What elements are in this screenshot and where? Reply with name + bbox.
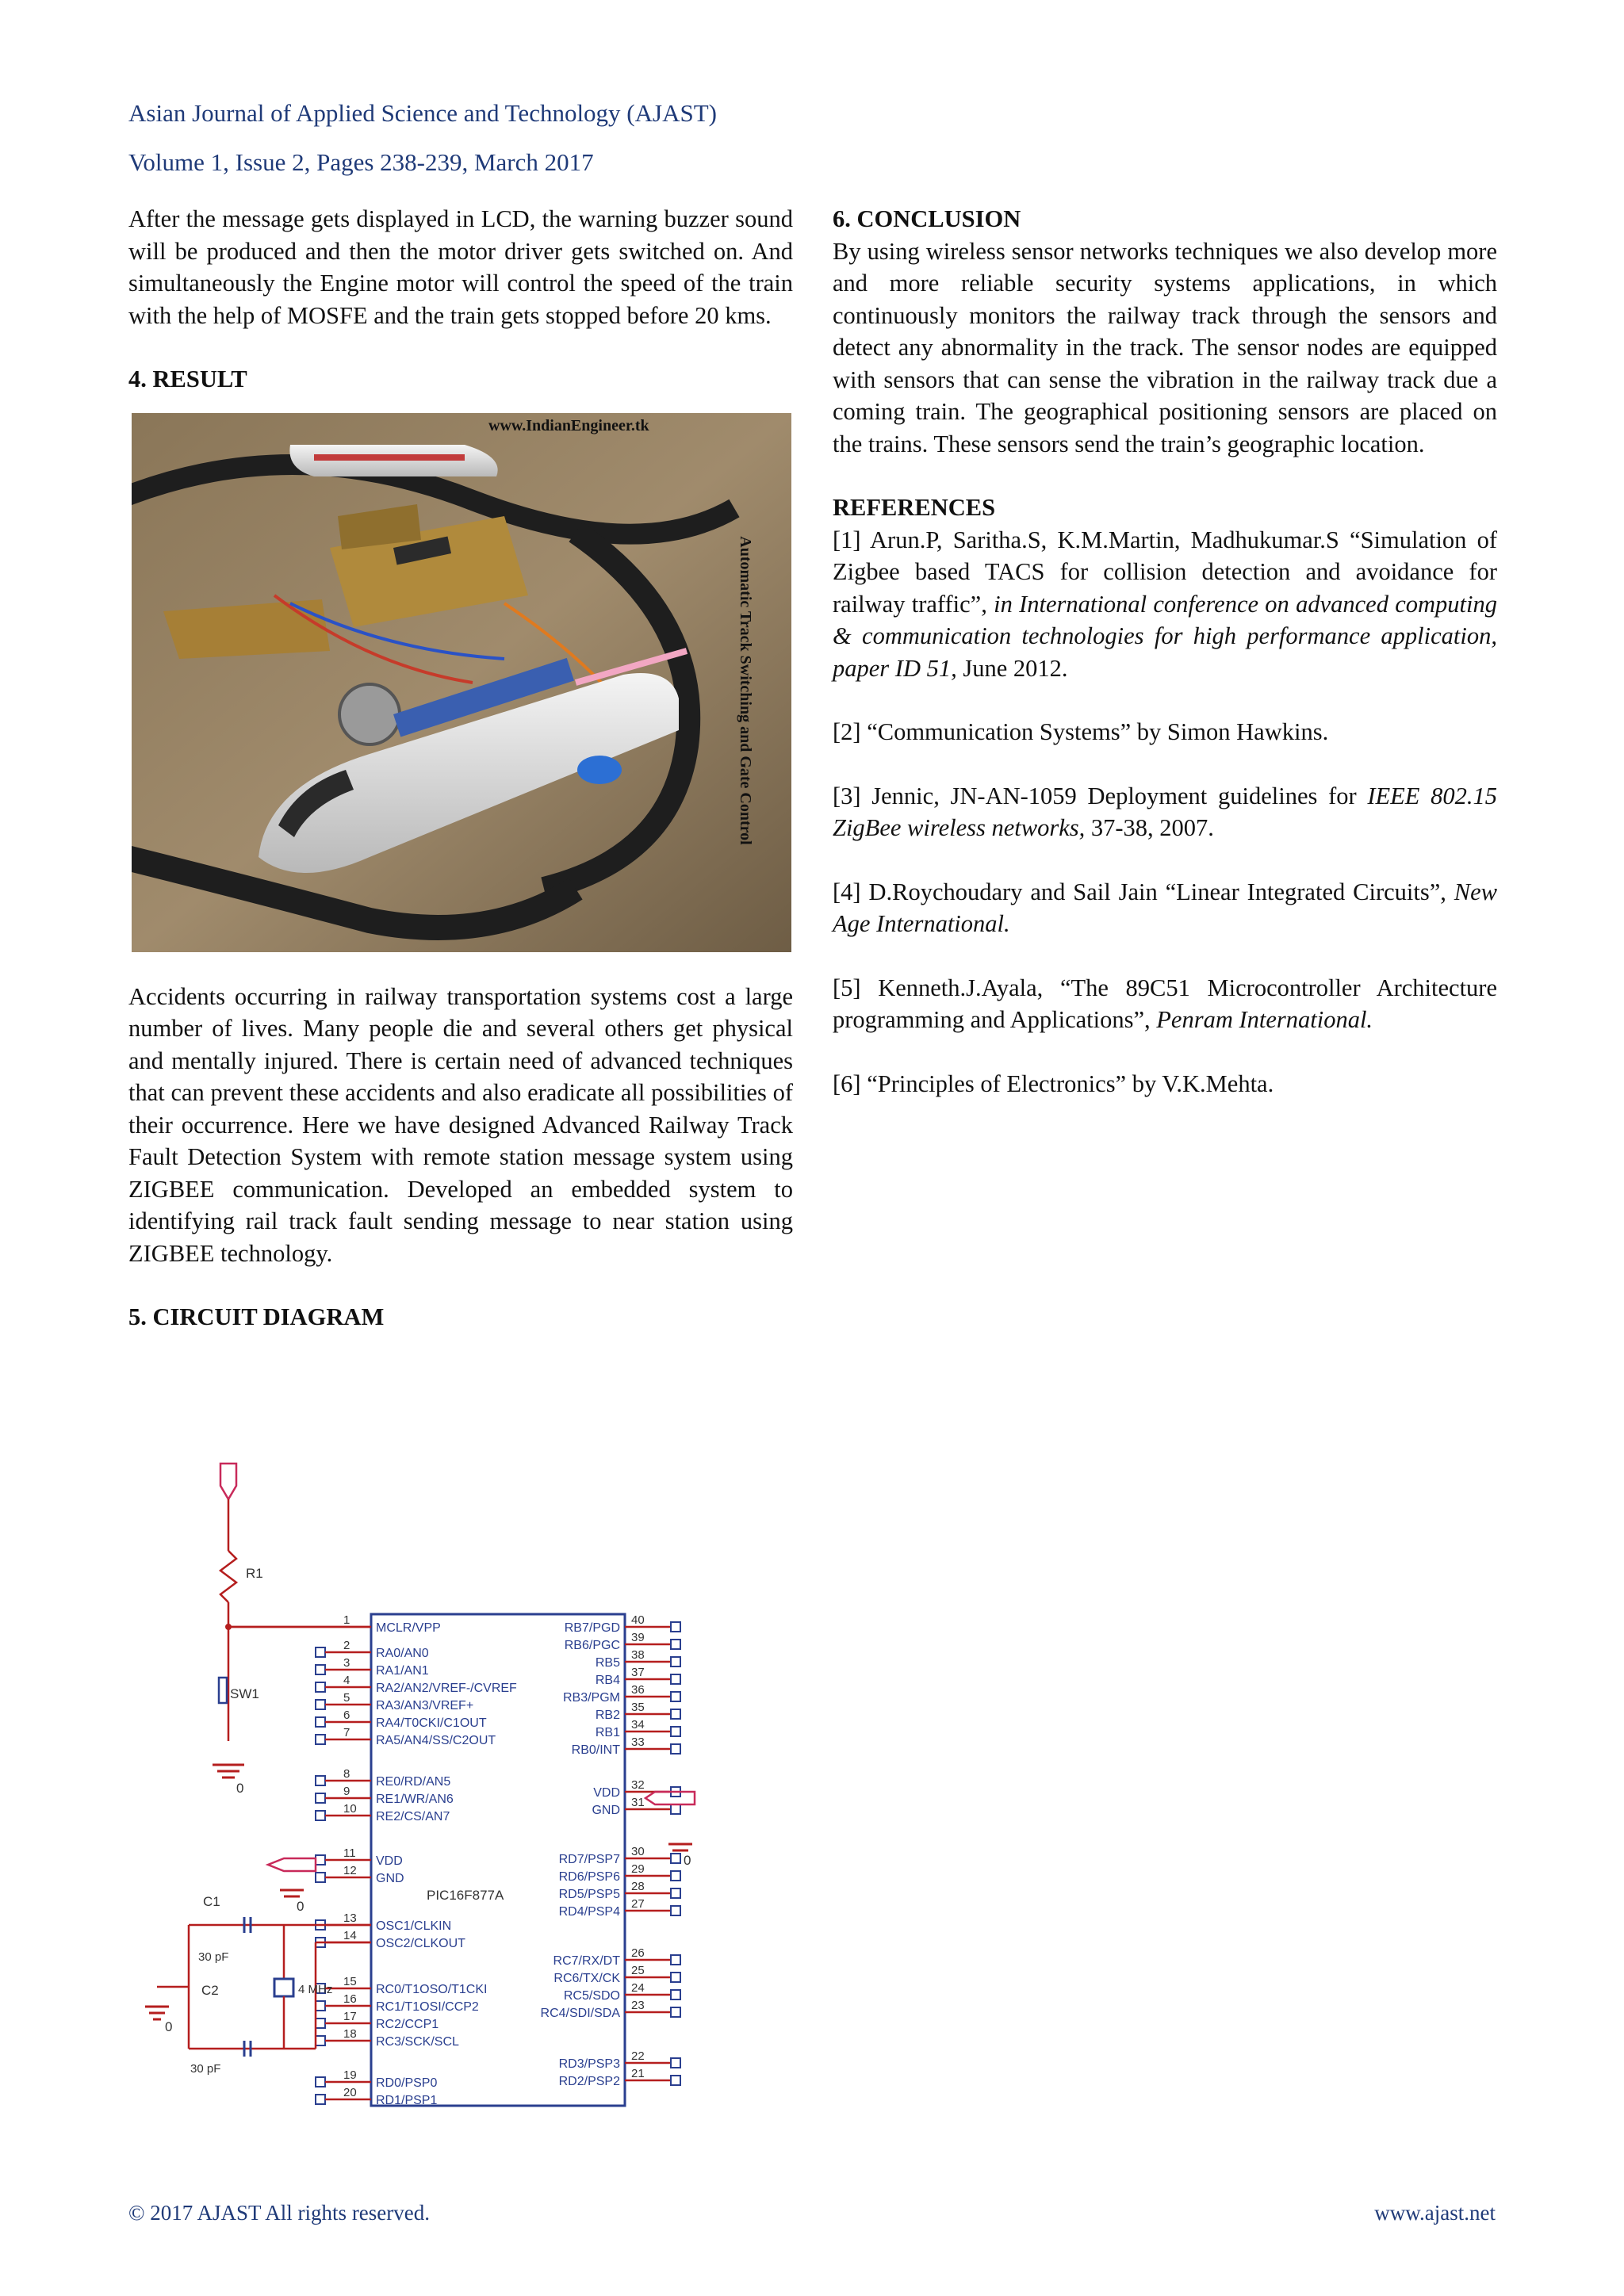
pin-label: VDD — [376, 1854, 403, 1868]
pin-terminal — [671, 1640, 680, 1649]
reference-6: [6] “Principles of Electronics” by V.K.Mehta. — [833, 1070, 1274, 1097]
pin-number: 37 — [631, 1666, 645, 1679]
pin-number: 29 — [631, 1862, 645, 1876]
pin-terminal — [671, 1622, 680, 1632]
pin-number: 2 — [343, 1639, 350, 1652]
pin-label: RB6/PGC — [564, 1639, 620, 1652]
pin-label: RD4/PSP4 — [558, 1905, 620, 1919]
section-heading-conclusion: 6. CONCLUSION — [833, 205, 1021, 232]
pin-number: 40 — [631, 1613, 645, 1627]
ground-label-sw1: 0 — [236, 1781, 244, 1796]
pin-label: RC0/T1OSO/T1CKI — [376, 1983, 488, 1996]
pin-terminal — [316, 1735, 325, 1744]
pin-terminal — [316, 2077, 325, 2087]
pin-terminal — [316, 1793, 325, 1803]
pin-number: 32 — [631, 1778, 645, 1792]
pin-label: RA1/AN1 — [376, 1664, 429, 1678]
pin-label: RE1/WR/AN6 — [376, 1793, 454, 1806]
pin-label: RB1 — [595, 1726, 620, 1739]
pin-terminal — [316, 1855, 325, 1865]
resistor-r1 — [220, 1551, 236, 1602]
pin-label: MCLR/VPP — [376, 1621, 441, 1635]
journal-header — [128, 89, 717, 187]
pin-number: 14 — [343, 1929, 357, 1942]
label-c1: C1 — [203, 1894, 220, 1909]
label-c2: C2 — [201, 1983, 219, 1998]
pin-terminal — [671, 1854, 680, 1863]
pin-label: RB3/PGM — [562, 1691, 620, 1705]
photo-side-caption: Automatic Track Switching and Gate Control — [737, 535, 754, 845]
pin-number: 5 — [343, 1691, 350, 1705]
journal-title: Asian Journal of Applied Science and Technology (AJAST) — [128, 99, 717, 127]
pin-number: 20 — [343, 2086, 357, 2099]
pin-terminal — [671, 1709, 680, 1719]
pin-number: 18 — [343, 2027, 357, 2041]
pin-number: 6 — [343, 1709, 350, 1722]
reference-4: [4] D.Roychoudary and Sail Jain “Linear Integrated Circuits”, New Age International. — [833, 878, 1497, 937]
pin-number: 12 — [343, 1864, 357, 1877]
pin-number: 23 — [631, 1999, 645, 2012]
pin-terminal — [316, 1700, 325, 1709]
pin-number: 16 — [343, 1992, 357, 2006]
pin-terminal — [316, 1682, 325, 1692]
ground-label-left: 0 — [297, 1899, 304, 1914]
pin-label: RA4/T0CKI/C1OUT — [376, 1716, 487, 1730]
pin-terminal — [316, 2019, 325, 2028]
pin-label: RD3/PSP3 — [558, 2057, 620, 2071]
label-c2-value: 30 pF — [190, 2062, 221, 2076]
section-heading-circuit: 5. CIRCUIT DIAGRAM — [128, 1303, 385, 1330]
blue-part — [577, 756, 622, 784]
pin-label: RB7/PGD — [564, 1621, 620, 1635]
pin-label: RB2 — [595, 1709, 620, 1722]
footer-copyright: © 2017 AJAST All rights reserved. — [128, 2201, 431, 2225]
reference-5: [5] Kenneth.J.Ayala, “The 89C51 Microcontroller Architecture programming and Applications”, Penram International. — [833, 974, 1497, 1033]
pin-number: 21 — [631, 2067, 645, 2080]
pin-label: RE2/CS/AN7 — [376, 1810, 450, 1823]
pin-number: 26 — [631, 1946, 645, 1960]
pin-label: RC5/SDO — [563, 1989, 620, 2003]
pin-terminal — [316, 1717, 325, 1727]
pin-terminal — [671, 1744, 680, 1754]
crystal — [274, 1979, 293, 1996]
vdd-symbol-left — [268, 1858, 316, 1871]
pin-label: RA0/AN0 — [376, 1647, 429, 1660]
pin-number: 36 — [631, 1683, 645, 1697]
switch-sw1 — [219, 1678, 227, 1703]
pin-number: 22 — [631, 2049, 645, 2063]
pin-label: RB5 — [595, 1656, 620, 1670]
pin-terminal — [316, 2001, 325, 2011]
photo-watermark: www.IndianEngineer.tk — [488, 416, 649, 434]
pin-label: OSC1/CLKIN — [376, 1919, 452, 1933]
pin-number: 4 — [343, 1674, 350, 1687]
footer-site: www.ajast.net — [1374, 2201, 1496, 2225]
vcc-symbol-top — [220, 1464, 236, 1499]
pin-terminal — [671, 1973, 680, 1982]
journal-volume: Volume 1, Issue 2, Pages 238-239, March 2017 — [128, 148, 594, 176]
pin-label: RD7/PSP7 — [558, 1853, 620, 1866]
pin-terminal — [671, 1990, 680, 1999]
pin-terminal — [316, 1873, 325, 1882]
pin-number: 15 — [343, 1975, 357, 1988]
pin-label: RD1/PSP1 — [376, 2094, 438, 2107]
pin-label: RD6/PSP6 — [558, 1870, 620, 1884]
pin-number: 19 — [343, 2068, 357, 2082]
pin-number: 8 — [343, 1767, 350, 1781]
pin-terminal — [316, 2095, 325, 2104]
pin-number: 1 — [343, 1613, 350, 1627]
pin-number: 25 — [631, 1964, 645, 1977]
train-top-stripe — [314, 454, 465, 461]
pin-label: RC3/SCK/SCL — [376, 2035, 459, 2049]
reference-2: [2] “Communication Systems” by Simon Hawkins. — [833, 718, 1329, 745]
paragraph-accidents: Accidents occurring in railway transportation systems cost a large number of lives. Many people die and several others get physical and mentally injured. There is certain need of advanced techniques that can prevent these accidents and also eradicate all possibilities of their occurrence. Here we have designed Advanced Railway Track Fault Detection System with remote station message system using ZIGBEE communication. Developed an embedded system to identifying rail track fault sending message to near station using ZIGBEE technology. — [128, 982, 793, 1267]
pin-terminal — [316, 1665, 325, 1674]
pin-terminal — [671, 2058, 680, 2068]
pin-number: 24 — [631, 1981, 645, 1995]
pin-number: 38 — [631, 1648, 645, 1662]
pin-label: RA5/AN4/SS/C2OUT — [376, 1734, 496, 1747]
references — [833, 492, 1497, 1100]
pin-label: RA3/AN3/VREF+ — [376, 1699, 474, 1712]
pin-number: 31 — [631, 1796, 645, 1809]
pin-number: 27 — [631, 1897, 645, 1911]
circuit-diagram — [141, 1456, 696, 2122]
pin-number: 10 — [343, 1802, 357, 1816]
reference-3: [3] Jennic, JN-AN-1059 Deployment guidelines for IEEE 802.15 ZigBee wireless networks, 37-38, 2007. — [833, 782, 1497, 841]
pin-terminal — [671, 1692, 680, 1701]
pin-terminal — [316, 1811, 325, 1820]
pin-label: RE0/RD/AN5 — [376, 1775, 451, 1789]
result-photo — [132, 413, 791, 952]
pin-number: 7 — [343, 1726, 350, 1739]
pin-number: 13 — [343, 1911, 357, 1925]
pin-number: 28 — [631, 1880, 645, 1893]
ground-label-right: 0 — [684, 1853, 691, 1868]
label-sw1: SW1 — [230, 1686, 259, 1701]
pin-label: RD0/PSP0 — [376, 2076, 438, 2090]
pin-number: 11 — [343, 1846, 356, 1860]
pin-label: RB0/INT — [571, 1743, 620, 1757]
pin-label: RD2/PSP2 — [558, 2075, 620, 2088]
pin-label: RA2/AN2/VREF-/CVREF — [376, 1682, 517, 1695]
label-c1-value: 30 pF — [198, 1950, 229, 1964]
pin-label: RC7/RX/DT — [553, 1954, 620, 1968]
pin-label: GND — [376, 1872, 404, 1885]
pin-number: 17 — [343, 2010, 357, 2023]
pin-terminal — [671, 1657, 680, 1667]
pin-terminal — [671, 2007, 680, 2017]
pin-label: RD5/PSP5 — [558, 1888, 620, 1901]
motor — [339, 684, 400, 744]
pin-terminal — [671, 2076, 680, 2085]
chip-label: PIC16F877A — [427, 1888, 504, 1903]
pin-label: RC2/CCP1 — [376, 2018, 439, 2031]
left-column — [128, 203, 793, 1334]
pin-label: OSC2/CLKOUT — [376, 1937, 465, 1950]
pin-terminal — [671, 1871, 680, 1881]
pin-terminal — [316, 1776, 325, 1785]
pin-number: 30 — [631, 1845, 645, 1858]
references-heading: REFERENCES — [833, 494, 996, 521]
label-crystal: 4 MHz — [298, 1983, 333, 1996]
ground-label-crystal: 0 — [165, 2019, 173, 2034]
reference-1: [1] Arun.P, Saritha.S, K.M.Martin, Madhukumar.S “Simulation of Zigbee based TACS for collision detection and avoidance for railway traffic”, in International conference on advanced computing & communication technologies for high performance application, paper ID 51, June 2012. — [833, 526, 1497, 682]
pin-terminal — [316, 1647, 325, 1657]
pin-terminal — [316, 2036, 325, 2045]
pin-number: 39 — [631, 1631, 645, 1644]
section-heading-result: 4. RESULT — [128, 365, 247, 392]
paragraph-conclusion: By using wireless sensor networks techniques we also develop more and more reliable security systems applications, in which continuously monitors the railway track through the sensors and detect any abnormality in the track. The sensor nodes are equipped with sensors that can sense the vibration in the railway track due a coming train. The geographical positioning sensors are placed on the trains. These sensors send the train’s geographic location. — [833, 237, 1497, 457]
pin-label: GND — [592, 1804, 620, 1817]
pin-terminal — [671, 1804, 680, 1814]
label-r1: R1 — [246, 1566, 263, 1581]
pin-number: 35 — [631, 1701, 645, 1714]
pin-number: 33 — [631, 1735, 645, 1749]
pin-label: RB4 — [595, 1674, 620, 1687]
pin-terminal — [671, 1955, 680, 1965]
pin-terminal — [671, 1888, 680, 1898]
right-column — [833, 203, 1497, 1100]
pin-terminal — [671, 1906, 680, 1915]
pin-label: RC4/SDI/SDA — [540, 2007, 620, 2020]
pin-number: 3 — [343, 1656, 350, 1670]
pin-terminal — [671, 1674, 680, 1684]
pin-label: RC6/TX/CK — [553, 1972, 620, 1985]
pin-label: RC1/T1OSI/CCP2 — [376, 2000, 479, 2014]
pin-number: 9 — [343, 1785, 350, 1798]
pin-number: 34 — [631, 1718, 645, 1732]
pin-terminal — [671, 1727, 680, 1736]
paragraph-lcd-buzzer: After the message gets displayed in LCD, the warning buzzer sound will be produced and then the motor driver gets switched on. And simultaneously the Engine motor will control the speed of the train with the help of MOSFE and the train gets stopped before 20 kms. — [128, 205, 793, 329]
pin-label: VDD — [593, 1786, 620, 1800]
